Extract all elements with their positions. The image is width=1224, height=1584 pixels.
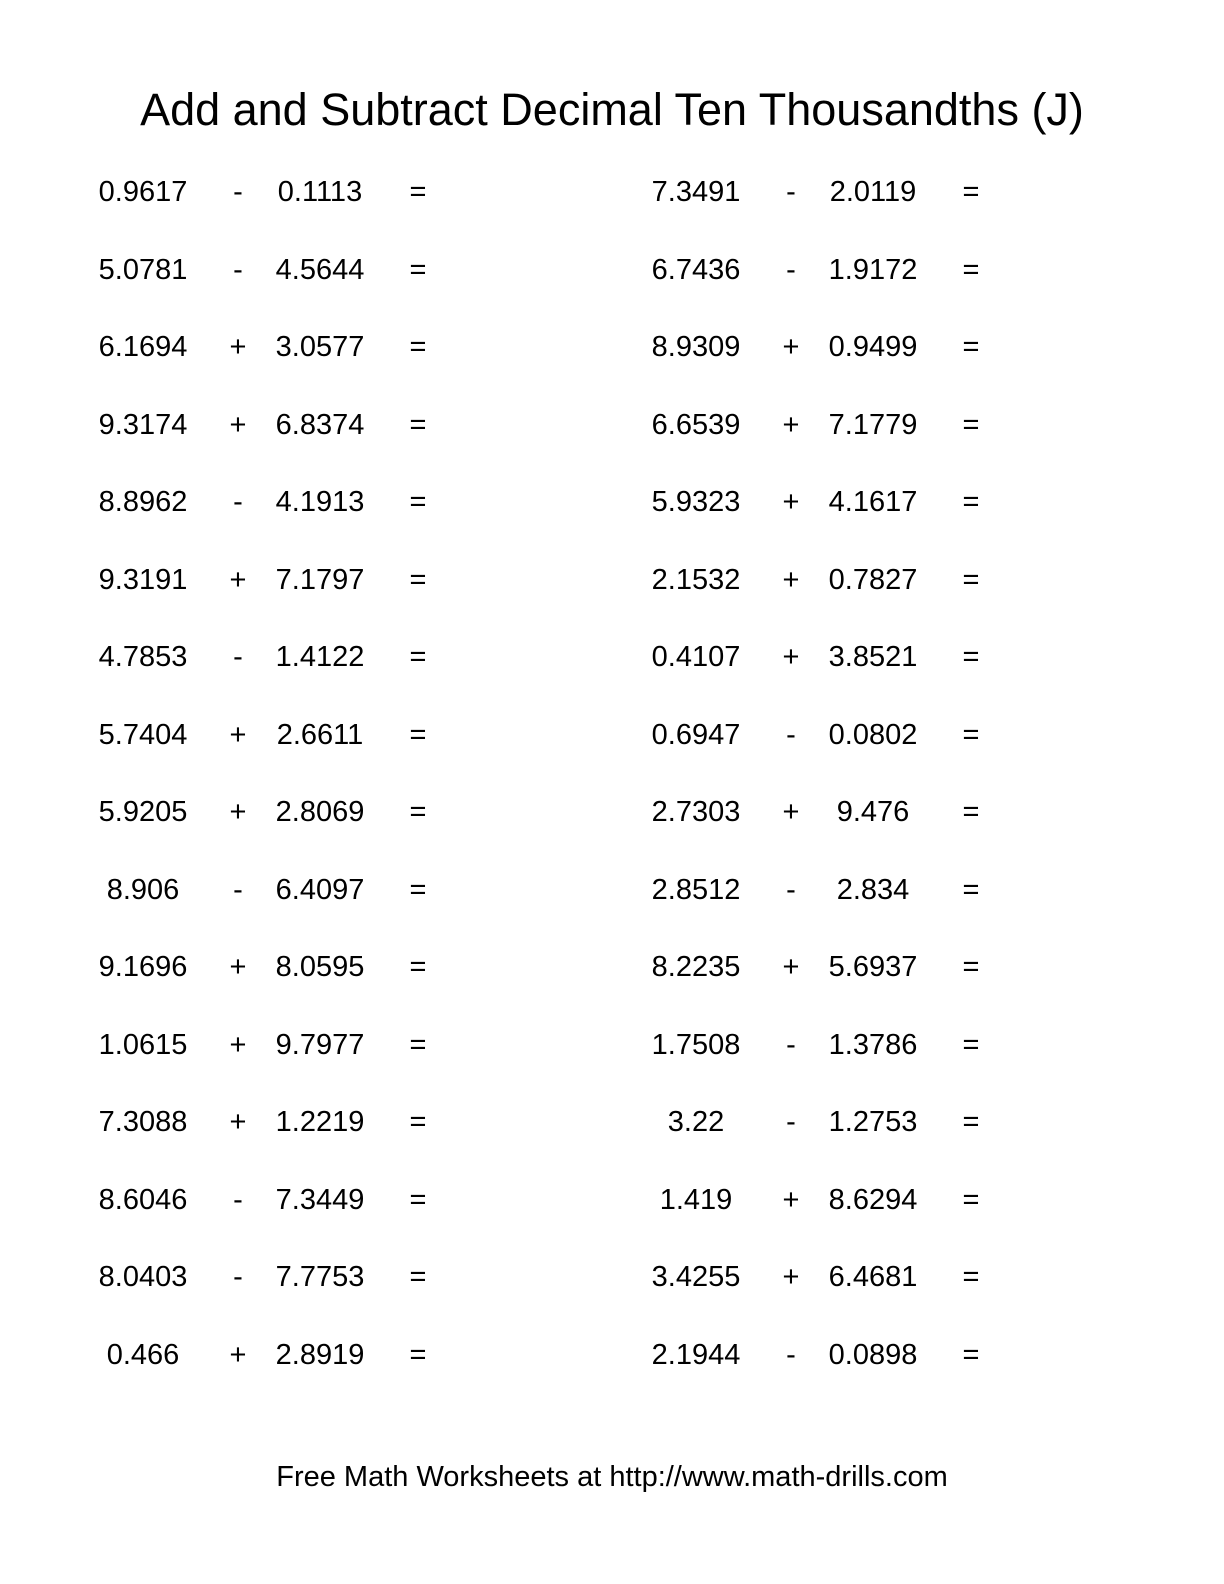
problem-left-2 [63,232,449,310]
operator-sign: - [233,1183,243,1216]
equals-sign: = [409,331,427,364]
problem-right-3 [616,309,1002,387]
operand-second: 0.9499 [828,331,918,364]
operator-sign: + [229,1028,247,1061]
operator-sign: + [782,1261,800,1294]
operand-first: 3.22 [667,1106,725,1139]
operand-first: 2.7303 [651,796,741,829]
operator-sign: - [233,486,243,519]
equals-sign: = [409,796,427,829]
operator-sign: + [782,641,800,674]
operand-first: 0.4107 [651,641,741,674]
problem-left-13 [63,1084,449,1162]
equals-sign: = [962,641,980,674]
operand-second: 6.8374 [275,408,365,441]
operand-second: 1.3786 [828,1028,918,1061]
equals-sign: = [409,718,427,751]
problem-right-8 [616,697,1002,775]
equals-sign: = [409,408,427,441]
operand-second: 0.0898 [828,1338,918,1371]
operand-second: 0.7827 [828,563,918,596]
operator-sign: + [229,408,247,441]
problem-left-4 [63,387,449,465]
problem-right-16 [616,1317,1002,1395]
problem-left-5 [63,464,449,542]
operand-first: 1.7508 [651,1028,741,1061]
operand-second: 7.1779 [828,408,918,441]
operator-sign: - [233,1261,243,1294]
problem-right-13 [616,1084,1002,1162]
problem-left-8 [63,697,449,775]
problem-left-16 [63,1317,449,1395]
operand-first: 7.3088 [98,1106,188,1139]
footer-credit: Free Math Worksheets at http://www.math-drills.com [276,1461,948,1493]
problem-right-14 [616,1162,1002,1240]
problem-left-15 [63,1239,449,1317]
operator-sign: - [786,176,796,209]
equals-sign: = [962,563,980,596]
operand-first: 8.906 [106,873,180,906]
operator-sign: - [786,718,796,751]
operator-sign: + [229,718,247,751]
operator-sign: - [233,873,243,906]
equals-sign: = [962,331,980,364]
operator-sign: + [229,1338,247,1371]
equals-sign: = [409,253,427,286]
problem-left-7 [63,619,449,697]
operand-second: 5.6937 [828,951,918,984]
operand-first: 5.7404 [98,718,188,751]
operator-sign: + [782,408,800,441]
operand-second: 9.7977 [275,1028,365,1061]
equals-sign: = [409,641,427,674]
operand-second: 2.8069 [275,796,365,829]
problem-left-10 [63,852,449,930]
equals-sign: = [409,951,427,984]
equals-sign: = [962,1028,980,1061]
operator-sign: + [229,563,247,596]
problem-left-11 [63,929,449,1007]
operator-sign: + [782,1183,800,1216]
equals-sign: = [409,563,427,596]
problem-right-12 [616,1007,1002,1085]
operand-first: 1.0615 [98,1028,188,1061]
equals-sign: = [962,1106,980,1139]
operand-second: 6.4097 [275,873,365,906]
operand-second: 1.2753 [828,1106,918,1139]
operator-sign: + [229,951,247,984]
operand-first: 7.3491 [651,176,741,209]
operand-second: 0.1113 [277,176,363,209]
operand-first: 5.9323 [651,486,741,519]
operand-first: 8.9309 [651,331,741,364]
problem-right-1 [616,154,1002,232]
operator-sign: + [229,331,247,364]
operand-first: 1.419 [659,1183,733,1216]
problem-left-6 [63,542,449,620]
operand-first: 0.9617 [98,176,188,209]
operand-first: 5.9205 [98,796,188,829]
equals-sign: = [962,253,980,286]
operand-first: 9.3174 [98,408,188,441]
operand-second: 2.834 [836,873,910,906]
operator-sign: + [782,331,800,364]
problem-right-15 [616,1239,1002,1317]
operand-first: 6.6539 [651,408,741,441]
operand-second: 3.0577 [275,331,365,364]
operand-first: 4.7853 [98,641,188,674]
operator-sign: - [786,1338,796,1371]
operator-sign: + [782,486,800,519]
operand-second: 4.1913 [275,486,365,519]
problem-right-2 [616,232,1002,310]
problem-right-4 [616,387,1002,465]
operator-sign: + [229,796,247,829]
problems-column-right [616,154,1002,1394]
problem-left-3 [63,309,449,387]
operator-sign: - [786,873,796,906]
equals-sign: = [409,1028,427,1061]
equals-sign: = [962,486,980,519]
equals-sign: = [962,1183,980,1216]
operand-second: 8.0595 [275,951,365,984]
operand-second: 8.6294 [828,1183,918,1216]
operator-sign: - [786,1028,796,1061]
operand-first: 8.8962 [98,486,188,519]
problem-right-5 [616,464,1002,542]
operator-sign: + [229,1106,247,1139]
equals-sign: = [962,1338,980,1371]
equals-sign: = [962,718,980,751]
operator-sign: + [782,563,800,596]
equals-sign: = [962,176,980,209]
operand-first: 3.4255 [651,1261,741,1294]
operand-second: 4.1617 [828,486,918,519]
operand-second: 2.6611 [276,718,364,751]
operand-second: 3.8521 [828,641,918,674]
equals-sign: = [962,796,980,829]
operator-sign: - [786,1106,796,1139]
operand-first: 8.0403 [98,1261,188,1294]
operand-first: 0.466 [106,1338,180,1371]
equals-sign: = [962,873,980,906]
operand-second: 2.8919 [275,1338,365,1371]
problem-left-14 [63,1162,449,1240]
operand-first: 5.0781 [98,253,188,286]
operand-second: 1.9172 [828,253,918,286]
problem-right-6 [616,542,1002,620]
operand-second: 7.7753 [275,1261,365,1294]
problem-right-9 [616,774,1002,852]
operand-first: 2.8512 [651,873,741,906]
operand-second: 1.2219 [275,1106,365,1139]
operand-first: 2.1532 [651,563,741,596]
operand-second: 9.476 [836,796,910,829]
operator-sign: + [782,951,800,984]
operator-sign: - [233,176,243,209]
operand-first: 8.2235 [651,951,741,984]
equals-sign: = [962,408,980,441]
worksheet-title: Add and Subtract Decimal Ten Thousandths (J) [140,84,1084,135]
problems-column-left [63,154,449,1394]
operand-first: 6.1694 [98,331,188,364]
operand-second: 7.3449 [275,1183,365,1216]
problem-left-9 [63,774,449,852]
operand-second: 2.0119 [829,176,917,209]
equals-sign: = [409,873,427,906]
problem-right-7 [616,619,1002,697]
operand-second: 0.0802 [828,718,918,751]
operand-first: 8.6046 [98,1183,188,1216]
operand-first: 9.3191 [98,563,188,596]
equals-sign: = [962,1261,980,1294]
operator-sign: - [233,253,243,286]
operand-second: 1.4122 [275,641,365,674]
operator-sign: + [782,796,800,829]
problem-right-10 [616,852,1002,930]
operator-sign: - [233,641,243,674]
operand-first: 6.7436 [651,253,741,286]
equals-sign: = [409,1183,427,1216]
problems-grid [63,154,1002,1394]
equals-sign: = [409,176,427,209]
equals-sign: = [409,1106,427,1139]
operand-second: 6.4681 [828,1261,918,1294]
problem-right-11 [616,929,1002,1007]
operand-first: 2.1944 [651,1338,741,1371]
equals-sign: = [409,486,427,519]
operand-first: 0.6947 [651,718,741,751]
equals-sign: = [409,1261,427,1294]
operand-second: 7.1797 [275,563,365,596]
equals-sign: = [962,951,980,984]
operator-sign: - [786,253,796,286]
operand-second: 4.5644 [275,253,365,286]
problem-left-12 [63,1007,449,1085]
equals-sign: = [409,1338,427,1371]
operand-first: 9.1696 [98,951,188,984]
problem-left-1 [63,154,449,232]
